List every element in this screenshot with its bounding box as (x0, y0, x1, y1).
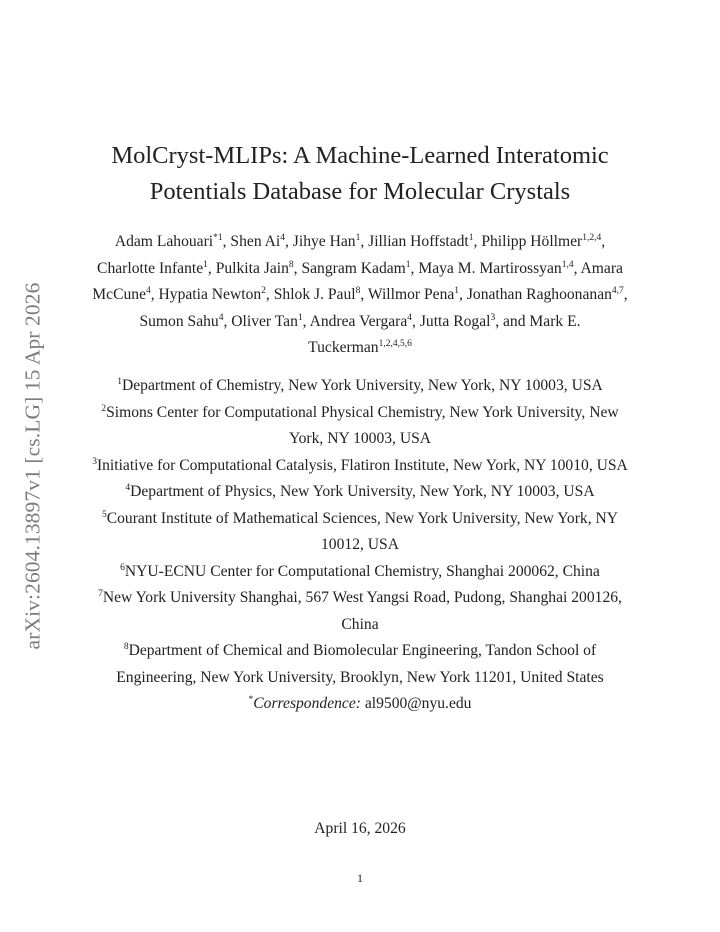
affiliation (86, 479, 634, 506)
author-affiliation-marker: 1 (454, 286, 460, 296)
author-affiliation-marker: 8 (355, 286, 361, 296)
page-number: 1 (357, 871, 363, 885)
author (274, 286, 361, 303)
author-name: Maya M. Martirossyan (418, 259, 562, 277)
affiliation-number: 2 (101, 403, 107, 414)
affiliation-number: 8 (123, 642, 129, 652)
author-affiliation-marker: 1,2,4,5,6 (378, 339, 412, 349)
author-affiliation-marker: 1 (355, 233, 361, 243)
author-separator: , (601, 233, 606, 250)
author-affiliation-marker: 3 (490, 312, 496, 323)
author-affiliation-marker: 8 (288, 259, 294, 270)
affiliation-text: Department of Chemistry, New York University, New York, NY 10003, USA (121, 377, 603, 394)
author-separator: , (285, 233, 293, 250)
author-affiliation-marker: 4,7 (611, 286, 624, 296)
author (481, 233, 601, 250)
author-name: Pulkita Jain (215, 259, 289, 277)
affiliation-number: 7 (98, 589, 103, 599)
author-list (86, 229, 634, 362)
author-separator: , (473, 233, 482, 250)
affiliation-number: 4 (125, 483, 131, 493)
affiliation-text: Initiative for Computational Catalysis, Flatiron Institute, New York, NY 10010, USA (96, 456, 628, 474)
affiliation-number: 6 (120, 562, 125, 573)
title-line-2: Potentials Database for Molecular Crystals (149, 178, 571, 205)
author-affiliation-marker: 1,4 (561, 259, 574, 270)
author-affiliation-marker: 4 (407, 312, 413, 323)
author-name: Adam Lahouari (114, 233, 214, 250)
author (293, 233, 361, 250)
author-affiliation-marker: 1 (297, 312, 303, 323)
author-separator: , (223, 312, 232, 330)
author-affiliation-marker: 4 (280, 233, 285, 243)
author-separator: , (360, 233, 369, 250)
author-affiliation-marker: 1 (203, 259, 208, 270)
correspondence-label: Correspondence: (253, 695, 361, 712)
author-name: Sangram Kadam (301, 259, 406, 277)
author-affiliation-marker: 1 (405, 259, 411, 270)
author-separator: , (222, 233, 231, 250)
correspondence-email[interactable]: al9500@nyu.edu (364, 695, 472, 712)
author (230, 233, 285, 250)
author-separator: , (573, 259, 581, 277)
affiliation-list (86, 373, 634, 718)
affiliation (86, 400, 634, 453)
author-separator: , (207, 259, 216, 277)
author-separator: , (150, 286, 159, 303)
author (301, 260, 410, 277)
author-name: Shlok J. Paul (273, 286, 356, 303)
author (231, 313, 302, 330)
author (368, 233, 473, 250)
author-separator: , (410, 259, 419, 277)
author-affiliation-marker: 2 (261, 286, 266, 296)
author (97, 260, 208, 277)
author-separator: , (459, 286, 467, 303)
author-separator: , (265, 286, 274, 303)
author-name: Philipp Höllmer (481, 233, 583, 250)
arxiv-identifier: arXiv:2604.13897v1 [cs.LG] 15 Apr 2026 (20, 282, 45, 650)
affiliation-text: Courant Institute of Mathematical Sciences, New York University, New York, NY 10012, USA (106, 509, 619, 553)
affiliation (86, 506, 634, 559)
affiliation-text: NYU-ECNU Center for Computational Chemistry, Shanghai 200062, China (124, 562, 600, 580)
author-affiliation-marker: 4 (145, 286, 151, 296)
author (115, 233, 223, 250)
author (368, 286, 459, 303)
author (159, 286, 266, 303)
affiliation-text: Department of Chemical and Biomolecular Engineering, Tandon School of Engineering, New York University, Brooklyn, New York 11201, United States (116, 642, 604, 686)
title-line-1: MolCryst-MLIPs: A Machine-Learned Interatomic (111, 142, 609, 169)
affiliation-number: 5 (101, 509, 107, 520)
author (420, 313, 495, 330)
author-name: Willmor Pena (367, 286, 455, 303)
author-separator: , (412, 312, 420, 330)
affiliation-text: New York University Shanghai, 567 West Yangsi Road, Pudong, Shanghai 200126, China (102, 589, 622, 633)
correspondence-mark: * (248, 695, 254, 705)
correspondence (86, 691, 634, 718)
author-name: Charlotte Infante (97, 259, 204, 277)
author-name: Oliver Tan (231, 312, 298, 330)
author-separator: , (360, 286, 368, 303)
affiliation (86, 638, 634, 691)
affiliation-number: 3 (92, 456, 97, 467)
author-separator: , (623, 286, 628, 303)
author-name: Mark E. Tuckerman (308, 312, 581, 356)
author-name: Sumon Sahu (139, 312, 219, 330)
affiliation-number: 1 (117, 377, 122, 387)
author-name: Jonathan Raghoonanan (466, 286, 612, 303)
author-separator: , (293, 259, 302, 277)
author-name: Hypatia Newton (158, 286, 262, 303)
author (418, 260, 573, 277)
affiliation (86, 585, 634, 638)
affiliation-text: Department of Physics, New York University, New York, NY 10003, USA (130, 483, 595, 500)
affiliation (86, 453, 634, 480)
author-affiliation-marker: 1 (468, 233, 474, 243)
affiliation-text: Simons Center for Computational Physical Chemistry, New York University, New York, NY 10003, USA (106, 403, 619, 447)
paper-title (86, 138, 634, 210)
author-name: Jutta Rogal (419, 312, 491, 330)
author-name: Jihye Han (292, 233, 356, 250)
author-separator: , (302, 312, 310, 330)
author (467, 286, 624, 303)
author (216, 260, 294, 277)
author-affiliation-marker: 1,2,4 (582, 233, 602, 243)
affiliation (86, 373, 634, 400)
author-name: Amara McCune (92, 259, 623, 303)
author-name: Shen Ai (230, 233, 281, 250)
author-separator: , and (495, 312, 530, 330)
affiliation (86, 559, 634, 586)
author (310, 313, 412, 330)
paper-date: April 16, 2026 (314, 820, 406, 837)
author-affiliation-marker: 4 (218, 312, 224, 323)
author-affiliation-marker: *1 (213, 233, 223, 243)
author (139, 313, 223, 330)
author-name: Andrea Vergara (309, 312, 408, 330)
author-name: Jillian Hoffstadt (368, 233, 469, 250)
